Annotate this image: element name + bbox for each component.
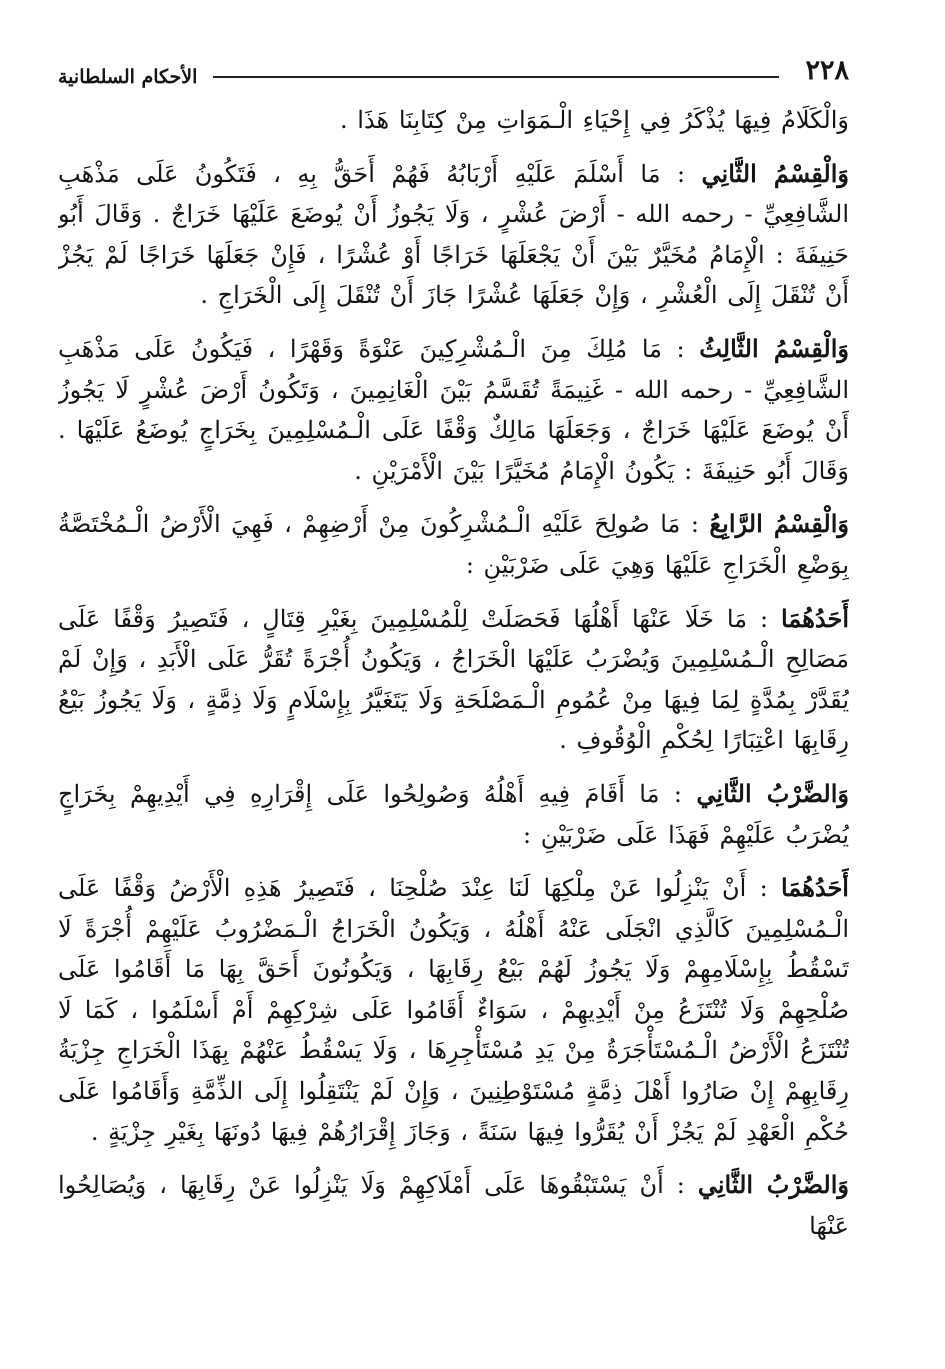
paragraph [58, 329, 849, 491]
paragraph [58, 100, 849, 141]
paragraph-text: : مَا أَقَامَ فِيهِ أَهْلُهُ وَصُولِحُوا عَلَى إِقْرَارِهِ فِي أَيْدِيهِمْ بِخَرَاجٍ يُضْرَبُ عَلَيْهِمْ فَهَذَا عَلَى ضَرْبَيْنِ : [58, 779, 849, 849]
paragraph [58, 1165, 849, 1246]
page-number: ٢٢٨ [805, 55, 849, 86]
paragraph [58, 599, 849, 761]
book-title: الأحكام السلطانية [58, 66, 198, 88]
paragraph-lead: أَحَدُهُمَا [781, 603, 849, 633]
paragraph-text: : مَا أَسْلَمَ عَلَيْهِ أَرْبَابُهُ فَهُمْ أَحَقُّ بِهِ ، فَتَكُونُ عَلَى مَذْهَبِ الشَّافِعِيِّ - رحمه الله - أَرْضَ عُشْرٍ ، وَلَا يَجُوزُ أَنْ يُوضَعَ عَلَيْهَا خَرَاجٌ . وَقَالَ أَبُو حَنِيفَةَ : الْإِمَامُ مُخَيَّرٌ بَيْنَ أَنْ يَجْعَلَهَا خَرَاجًا أَوْ عُشْرًا ، فَإِنْ جَعَلَهَا خَرَاجًا لَمْ يَجُزْ أَنْ تُنْقَلَ إِلَى الْعُشْرِ ، وَإِنْ جَعَلَهَا عُشْرًا جَازَ أَنْ تُنْقَلَ إِلَى الْخَرَاجِ . [58, 159, 849, 310]
paragraph [58, 868, 849, 1152]
paragraph [58, 504, 849, 585]
paragraph-lead: وَالضَّرْبُ الثَّانِي [696, 778, 849, 808]
paragraph-text: : مَا خَلَا عَنْهَا أَهْلُهَا فَحَصَلَتْ لِلْمُسْلِمِينَ بِغَيْرِ قِتَالٍ ، فَتَصِيرُ وَقْفًا عَلَى مَصَالِحِ الْـمُسْلِمِينَ وَيُضْرَبُ عَلَيْهَا الْخَرَاجُ ، وَيَكُونُ أُجْرَةً تُقَرُّ عَلَى الْأَبَدِ ، وَإِنْ لَمْ يُقَدَّرْ بِمُدَّةٍ لِمَا فِيهَا مِنْ عُمُومِ الْـمَصْلَحَةِ وَلَا يَتَغَيَّرُ بِإِسْلَامٍ وَلَا ذِمَّةٍ ، وَلَا يَجُوزُ بَيْعُ رِقَابِهَا اعْتِبَارًا لِحُكْمِ الْوُقُوفِ . [58, 604, 849, 755]
paragraph-lead: وَالْقِسْمُ الثَّالِثُ [699, 333, 849, 363]
paragraph-text: : مَا صُولِحَ عَلَيْهِ الْـمُشْرِكُونَ مِنْ أَرْضِهِمْ ، فَهِيَ الْأَرْضُ الْـمُخْتَصَّةُ بِوَضْعِ الْخَرَاجِ عَلَيْهَا وَهِيَ عَلَى ضَرْبَيْنِ : [58, 510, 849, 579]
paragraph-text: وَالْكَلَامُ فِيهَا يُذْكَرُ فِي إِحْيَاءِ الْـمَوَاتِ مِنْ كِتَابِنَا هَذَا . [340, 106, 849, 134]
paragraph-lead: وَالضَّرْبُ الثَّانِي [697, 1170, 849, 1200]
paragraph-text: : أَنْ يَنْزِلُوا عَنْ مِلْكِهَا لَنَا عِنْدَ صُلْحِنَا ، فَتَصِيرُ هَذِهِ الْأَرْضُ وَقْفًا عَلَى الْـمُسْلِمِينَ كَالَّذِي انْجَلَى عَنْهُ أَهْلُهُ ، وَيَكُونُ الْخَرَاجُ الْـمَضْرُوبُ عَلَيْهِمْ أُجْرَةً لَا تَسْقُطُ بِإِسْلَامِهِمْ وَلَا يَجُوزُ لَهُمْ بَيْعُ رِقَابِهَا ، وَيَكُونُونَ أَحَقَّ بِهَا مَا أَقَامُوا عَلَى صُلْحِهِمْ وَلَا تُنْتَزَعُ مِنْ أَيْدِيهِمْ ، سَوَاءٌ أَقَامُوا عَلَى شِرْكِهِمْ أَمْ أَسْلَمُوا ، كَمَا لَا تُنْتَزَعُ الْأَرْضُ الْـمُسْتَأْجَرَةُ مِنْ يَدِ مُسْتَأْجِرِهَا ، وَلَا يَسْقُطُ عَنْهُمْ بِهَذَا الْخَرَاجِ جِزْيَةُ رِقَابِهِمْ إِنْ صَارُوا أَهْلَ ذِمَّةٍ مُسْتَوْطِنِينَ ، وَإِنْ لَمْ يَنْتَقِلُوا إِلَى الذِّمَّةِ وَأَقَامُوا عَلَى حُكْمِ الْعَهْدِ لَمْ يَجُزْ أَنْ يُقَرُّوا فِيهَا سَنَةً ، وَجَازَ إِقْرَارُهُمْ فِيهَا دُونَهَا بِغَيْرِ جِزْيَةٍ . [58, 874, 849, 1146]
paragraph-text: : مَا مُلِكَ مِنَ الْـمُشْرِكِينَ عَنْوَةً وَقَهْرًا ، فَيَكُونُ عَلَى مَذْهَبِ الشَّافِعِيِّ - رحمه الله - غَنِيمَةً تُقَسَّمُ بَيْنَ الْغَانِمِينَ ، وَتَكُونُ أَرْضَ عُشْرٍ لَا يَجُوزُ أَنْ يُوضَعَ عَلَيْهَا خَرَاجٌ ، وَجَعَلَهَا مَالِكٌ وَقْفًا عَلَى الْـمُسْلِمِينَ بِخَرَاجٍ يُوضَعُ عَلَيْهَا . وَقَالَ أَبُو حَنِيفَةَ : يَكُونُ الْإِمَامُ مُخَيَّرًا بَيْنَ الْأَمْرَيْنِ . [58, 334, 849, 485]
header-rule [213, 76, 779, 78]
paragraph-lead: وَالْقِسْمُ الرَّابِعُ [709, 509, 849, 539]
paragraph-lead: أَحَدُهُمَا [781, 873, 849, 903]
page-body [58, 100, 849, 1345]
page-header [58, 52, 849, 92]
paragraph-text: : أَنْ يَسْتَبْقُوهَا عَلَى أَمْلَاكِهِمْ وَلَا يَنْزِلُوا عَنْ رِقَابِهَا ، وَيُصَالِحُوا عَنْهَا [58, 1171, 849, 1240]
paragraph-lead: وَالْقِسْمُ الثَّانِي [701, 158, 849, 188]
paragraph [58, 154, 849, 316]
paragraph [58, 774, 849, 855]
